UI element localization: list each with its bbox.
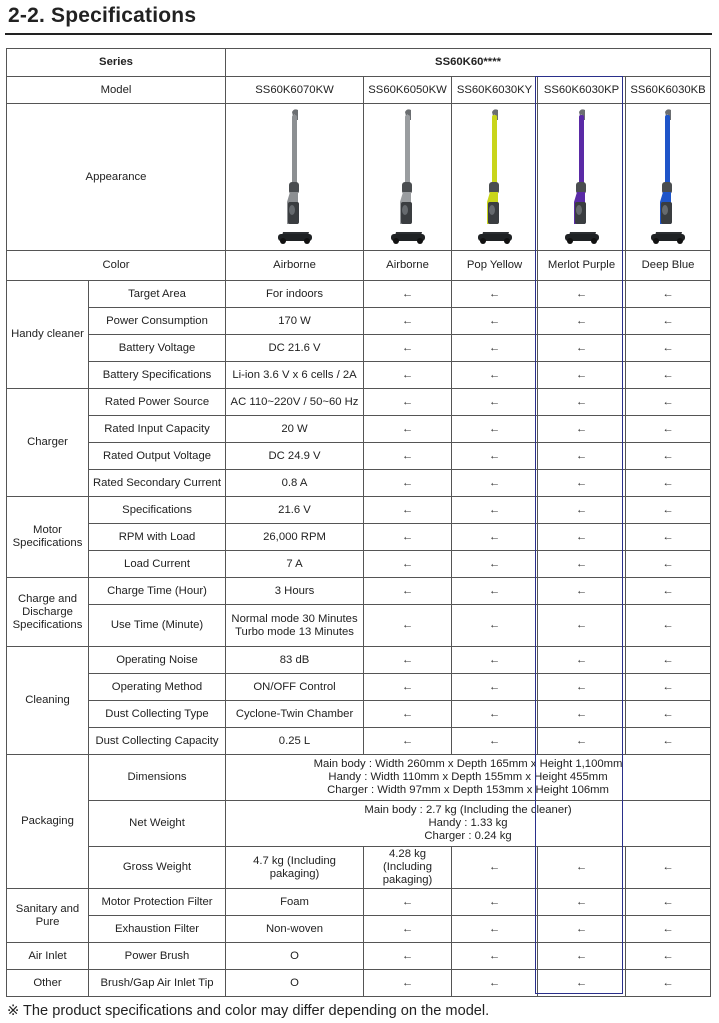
spec-row: [7, 470, 711, 497]
same-arrow: ←: [626, 889, 711, 916]
row-value: 170 W: [226, 308, 364, 335]
same-arrow: ←: [364, 497, 452, 524]
row-label: Charge Time (Hour): [89, 578, 226, 605]
same-arrow: ←: [626, 362, 711, 389]
same-arrow: ←: [452, 470, 538, 497]
same-arrow: ←: [538, 605, 626, 647]
series-label: Series: [7, 49, 226, 77]
row-label: Power Consumption: [89, 308, 226, 335]
row-value: 26,000 RPM: [226, 524, 364, 551]
spec-row: [7, 701, 711, 728]
same-arrow: ←: [452, 847, 538, 889]
same-arrow: ←: [364, 728, 452, 755]
same-arrow: ←: [538, 308, 626, 335]
color-cell: Pop Yellow: [452, 251, 538, 281]
group-label: Charge and Discharge Specifications: [7, 578, 89, 647]
same-arrow: ←: [364, 701, 452, 728]
product-image: [452, 104, 538, 251]
row-value: 83 dB: [226, 647, 364, 674]
same-arrow: ←: [538, 916, 626, 943]
same-arrow: ←: [626, 416, 711, 443]
same-arrow: ←: [364, 943, 452, 970]
same-arrow: ←: [364, 647, 452, 674]
spec-row: [7, 524, 711, 551]
row-label: Rated Secondary Current: [89, 470, 226, 497]
same-arrow: ←: [626, 497, 711, 524]
row-label: Power Brush: [89, 943, 226, 970]
vacuum-image: [265, 106, 325, 248]
row-label: Battery Voltage: [89, 335, 226, 362]
same-arrow: ←: [452, 970, 538, 997]
same-arrow: ←: [626, 281, 711, 308]
vacuum-image: [378, 106, 438, 248]
row-label: Operating Noise: [89, 647, 226, 674]
row-value: Non-woven: [226, 916, 364, 943]
same-arrow: ←: [626, 647, 711, 674]
same-arrow: ←: [538, 728, 626, 755]
row-label: Dust Collecting Capacity: [89, 728, 226, 755]
row-value: 20 W: [226, 416, 364, 443]
row-label: Use Time (Minute): [89, 605, 226, 647]
spec-row: [7, 281, 711, 308]
same-arrow: ←: [538, 647, 626, 674]
appearance-row: [7, 104, 711, 251]
group-label: Charger: [7, 389, 89, 497]
same-arrow: ←: [626, 943, 711, 970]
same-arrow: ←: [626, 847, 711, 889]
same-arrow: ←: [538, 551, 626, 578]
spec-row: [7, 416, 711, 443]
same-arrow: ←: [364, 389, 452, 416]
same-arrow: ←: [364, 524, 452, 551]
series-row: [7, 49, 711, 77]
model-cell: SS60K6030KP: [538, 77, 626, 104]
same-arrow: ←: [364, 916, 452, 943]
page-title: 2-2. Specifications: [8, 4, 197, 27]
same-arrow: ←: [626, 470, 711, 497]
same-arrow: ←: [626, 524, 711, 551]
row-value: 3 Hours: [226, 578, 364, 605]
same-arrow: ←: [626, 728, 711, 755]
spec-row: [7, 801, 711, 847]
footnote: ※ The product specifications and color may differ depending on the model.: [7, 1003, 490, 1019]
spec-row: [7, 362, 711, 389]
specifications-table: [6, 48, 711, 997]
row-value: 7 A: [226, 551, 364, 578]
same-arrow: ←: [452, 281, 538, 308]
vacuum-image: [638, 106, 698, 248]
same-arrow: ←: [452, 362, 538, 389]
same-arrow: ←: [452, 674, 538, 701]
same-arrow: ←: [626, 970, 711, 997]
row-label: Target Area: [89, 281, 226, 308]
row-value: Main body : Width 260mm x Depth 165mm x Height 1,100mm Handy : Width 110mm x Depth 155mm x Height 455mm Charger : Width 97mm x Depth 153mm x Height 106mm: [226, 755, 711, 801]
same-arrow: ←: [452, 551, 538, 578]
row-label: Net Weight: [89, 801, 226, 847]
row-value: 4.28 kg (Including pakaging): [364, 847, 452, 889]
same-arrow: ←: [626, 335, 711, 362]
same-arrow: ←: [364, 605, 452, 647]
spec-row: [7, 755, 711, 801]
model-cell: SS60K6050KW: [364, 77, 452, 104]
model-cell: SS60K6030KY: [452, 77, 538, 104]
row-value: ON/OFF Control: [226, 674, 364, 701]
row-value: Normal mode 30 Minutes Turbo mode 13 Minutes: [226, 605, 364, 647]
spec-row: [7, 943, 711, 970]
same-arrow: ←: [364, 281, 452, 308]
same-arrow: ←: [364, 362, 452, 389]
row-value: AC 110~220V / 50~60 Hz: [226, 389, 364, 416]
row-value: O: [226, 943, 364, 970]
same-arrow: ←: [538, 578, 626, 605]
product-image: [626, 104, 711, 251]
group-label: Motor Specifications: [7, 497, 89, 578]
same-arrow: ←: [452, 943, 538, 970]
row-value: Foam: [226, 889, 364, 916]
same-arrow: ←: [538, 389, 626, 416]
spec-row: [7, 970, 711, 997]
row-value: 0.25 L: [226, 728, 364, 755]
group-label: Other: [7, 970, 89, 997]
row-value: Main body : 2.7 kg (Including the cleaner) Handy : 1.33 kg Charger : 0.24 kg: [226, 801, 711, 847]
same-arrow: ←: [452, 701, 538, 728]
row-label: Operating Method: [89, 674, 226, 701]
row-label: Exhaustion Filter: [89, 916, 226, 943]
same-arrow: ←: [626, 916, 711, 943]
appearance-label: Appearance: [7, 104, 226, 251]
same-arrow: ←: [538, 524, 626, 551]
spec-row: [7, 389, 711, 416]
row-label: Dust Collecting Type: [89, 701, 226, 728]
model-cell: SS60K6070KW: [226, 77, 364, 104]
same-arrow: ←: [538, 674, 626, 701]
spec-row: [7, 578, 711, 605]
same-arrow: ←: [538, 362, 626, 389]
model-row: [7, 77, 711, 104]
row-label: Rated Input Capacity: [89, 416, 226, 443]
same-arrow: ←: [626, 605, 711, 647]
product-image: [538, 104, 626, 251]
group-label: Handy cleaner: [7, 281, 89, 389]
spec-row: [7, 916, 711, 943]
spec-row: [7, 674, 711, 701]
row-label: Brush/Gap Air Inlet Tip: [89, 970, 226, 997]
row-label: RPM with Load: [89, 524, 226, 551]
same-arrow: ←: [364, 335, 452, 362]
same-arrow: ←: [452, 728, 538, 755]
same-arrow: ←: [452, 335, 538, 362]
row-value: DC 21.6 V: [226, 335, 364, 362]
same-arrow: ←: [538, 943, 626, 970]
series-value: SS60K60****: [226, 49, 711, 77]
row-value: 0.8 A: [226, 470, 364, 497]
row-label: Motor Protection Filter: [89, 889, 226, 916]
same-arrow: ←: [364, 674, 452, 701]
same-arrow: ←: [364, 443, 452, 470]
same-arrow: ←: [452, 578, 538, 605]
same-arrow: ←: [626, 578, 711, 605]
same-arrow: ←: [364, 970, 452, 997]
spec-row: [7, 335, 711, 362]
same-arrow: ←: [538, 416, 626, 443]
spec-row: [7, 605, 711, 647]
same-arrow: ←: [538, 847, 626, 889]
row-label: Dimensions: [89, 755, 226, 801]
spec-row: [7, 551, 711, 578]
same-arrow: ←: [626, 551, 711, 578]
vacuum-image: [552, 106, 612, 248]
row-value: 21.6 V: [226, 497, 364, 524]
same-arrow: ←: [538, 281, 626, 308]
row-label: Rated Power Source: [89, 389, 226, 416]
model-label: Model: [7, 77, 226, 104]
same-arrow: ←: [538, 497, 626, 524]
row-label: Battery Specifications: [89, 362, 226, 389]
product-image: [226, 104, 364, 251]
same-arrow: ←: [452, 389, 538, 416]
same-arrow: ←: [626, 308, 711, 335]
same-arrow: ←: [452, 916, 538, 943]
same-arrow: ←: [452, 647, 538, 674]
same-arrow: ←: [452, 524, 538, 551]
same-arrow: ←: [452, 497, 538, 524]
row-label: Gross Weight: [89, 847, 226, 889]
same-arrow: ←: [626, 701, 711, 728]
same-arrow: ←: [538, 470, 626, 497]
color-cell: Deep Blue: [626, 251, 711, 281]
same-arrow: ←: [364, 470, 452, 497]
same-arrow: ←: [626, 674, 711, 701]
same-arrow: ←: [364, 578, 452, 605]
spec-row: [7, 847, 711, 889]
same-arrow: ←: [626, 443, 711, 470]
spec-row: [7, 497, 711, 524]
same-arrow: ←: [538, 701, 626, 728]
row-value: Cyclone-Twin Chamber: [226, 701, 364, 728]
row-label: Specifications: [89, 497, 226, 524]
color-cell: Airborne: [226, 251, 364, 281]
spec-row: [7, 308, 711, 335]
row-value: Li-ion 3.6 V x 6 cells / 2A: [226, 362, 364, 389]
spec-row: [7, 728, 711, 755]
same-arrow: ←: [452, 889, 538, 916]
same-arrow: ←: [538, 970, 626, 997]
group-label: Packaging: [7, 755, 89, 889]
color-label: Color: [7, 251, 226, 281]
color-cell: Airborne: [364, 251, 452, 281]
color-cell: Merlot Purple: [538, 251, 626, 281]
same-arrow: ←: [364, 308, 452, 335]
same-arrow: ←: [452, 605, 538, 647]
same-arrow: ←: [538, 335, 626, 362]
row-value: For indoors: [226, 281, 364, 308]
same-arrow: ←: [452, 443, 538, 470]
spec-row: [7, 443, 711, 470]
same-arrow: ←: [364, 551, 452, 578]
color-row: [7, 251, 711, 281]
row-label: Load Current: [89, 551, 226, 578]
product-image: [364, 104, 452, 251]
spec-row: [7, 647, 711, 674]
group-label: Air Inlet: [7, 943, 89, 970]
same-arrow: ←: [538, 443, 626, 470]
group-label: Cleaning: [7, 647, 89, 755]
row-value: O: [226, 970, 364, 997]
model-cell: SS60K6030KB: [626, 77, 711, 104]
same-arrow: ←: [452, 416, 538, 443]
spec-row: [7, 889, 711, 916]
row-label: Rated Output Voltage: [89, 443, 226, 470]
same-arrow: ←: [452, 308, 538, 335]
vacuum-image: [465, 106, 525, 248]
row-value: DC 24.9 V: [226, 443, 364, 470]
title-divider: [5, 33, 712, 35]
group-label: Sanitary and Pure: [7, 889, 89, 943]
row-value: 4.7 kg (Including pakaging): [226, 847, 364, 889]
same-arrow: ←: [538, 889, 626, 916]
same-arrow: ←: [364, 416, 452, 443]
same-arrow: ←: [626, 389, 711, 416]
same-arrow: ←: [364, 889, 452, 916]
